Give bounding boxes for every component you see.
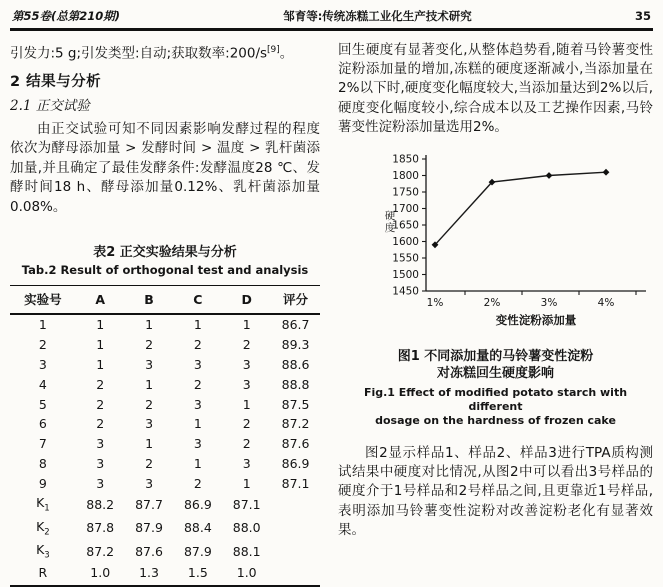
x-tick-label: 4%	[598, 297, 615, 309]
table-cell: 87.2	[271, 414, 320, 434]
table-cell: 87.6	[271, 434, 320, 454]
table-cell: 1	[222, 314, 271, 335]
table-row	[10, 314, 320, 335]
table-cell: 3	[76, 434, 125, 454]
table-caption-zh: 表2 正交实验结果与分析	[10, 241, 320, 260]
table-cell: 1.0	[222, 563, 271, 586]
table-cell: 87.2	[76, 540, 125, 563]
citation-superscript: [9]	[267, 45, 280, 55]
figure1-caption-zh-line1: 图1 不同添加量的马铃薯变性淀粉	[338, 348, 653, 365]
table-row	[10, 493, 320, 516]
table-caption-en: Tab.2 Result of orthogonal test and analysis	[10, 263, 320, 277]
table-header-cell: A	[76, 286, 125, 315]
table-cell: 7	[10, 434, 76, 454]
left-column	[10, 41, 320, 587]
table-cell: 1	[173, 414, 222, 434]
journal-volume: 第55卷(总第210期)	[12, 8, 120, 24]
table-cell: 3	[10, 355, 76, 375]
figure1-caption-en-line2: dosage on the hardness of frozen cake	[338, 414, 653, 428]
table-cell: 2	[173, 335, 222, 355]
line-chart	[352, 150, 652, 336]
table-row	[10, 335, 320, 355]
table-row	[10, 563, 320, 586]
table-cell: 88.2	[76, 493, 125, 516]
orthogonal-table-body	[10, 314, 320, 586]
table-row	[10, 374, 320, 394]
table-cell: 88.6	[271, 355, 320, 375]
x-tick-label: 1%	[427, 297, 444, 309]
table-cell: 3	[76, 454, 125, 474]
series-line	[435, 172, 606, 245]
table-cell: 3	[222, 355, 271, 375]
two-column-body	[10, 41, 653, 587]
table-cell: 1.5	[173, 563, 222, 586]
table-row	[10, 434, 320, 454]
table-header-cell: C	[173, 286, 222, 315]
table-cell: 3	[76, 473, 125, 493]
table-cell: 2	[222, 434, 271, 454]
right-column	[338, 41, 653, 587]
orthogonal-table	[10, 285, 320, 587]
table-cell: 1	[173, 314, 222, 335]
header-rule	[10, 28, 653, 31]
figure1-caption-en	[338, 386, 653, 428]
table-cell: 3	[222, 374, 271, 394]
table-cell: 1	[10, 314, 76, 335]
table-cell: 3	[125, 355, 174, 375]
table-cell: 86.9	[173, 493, 222, 516]
table-cell	[271, 563, 320, 586]
table-cell: 2	[76, 414, 125, 434]
table-cell: 87.8	[76, 516, 125, 539]
table-cell: 3	[125, 473, 174, 493]
table-cell: 2	[76, 394, 125, 414]
orthogonal-paragraph: 由正交试验可知不同因素影响发酵过程的程度依次为酵母添加量 > 发酵时间 > 温度 > 乳杆菌添加量,并且确定了最佳发酵条件:发酵温度28 ℃、发酵时间18 h、酵母添加量0.12%、乳杆菌添加量0.08%。	[10, 120, 320, 217]
page-header	[10, 6, 653, 27]
y-tick-label: 1650	[392, 219, 419, 231]
table-cell: 1	[125, 374, 174, 394]
table-row	[10, 473, 320, 493]
table-cell: 1	[76, 335, 125, 355]
data-point-marker	[603, 168, 610, 175]
table-cell	[271, 493, 320, 516]
table-cell: 87.1	[271, 473, 320, 493]
y-tick-label: 1500	[392, 269, 419, 281]
table-cell: 1	[222, 394, 271, 414]
table-cell: 87.9	[125, 516, 174, 539]
table-header-cell: B	[125, 286, 174, 315]
running-title: 邹育等:传统冻糕工业化生产技术研究	[283, 8, 472, 24]
table-cell: 1	[125, 314, 174, 335]
tpa-paragraph: 图2显示样品1、样品2、样品3进行TPA质构测试结果中硬度对比情况,从图2中可以看出3号样品的硬度介于1号样品和2号样品之间,且更靠近1号样品,表明添加马铃薯变性淀粉对改善淀粉老化有显著效果。	[338, 444, 653, 541]
table-cell: 2	[125, 335, 174, 355]
figure1-caption-en-line1: Fig.1 Effect of modified potato starch with different	[338, 386, 653, 414]
y-axis-label: 硬度	[385, 210, 396, 234]
table-cell: 5	[10, 394, 76, 414]
table-cell: 1	[222, 473, 271, 493]
table-cell: 6	[10, 414, 76, 434]
lead-line	[10, 41, 320, 64]
table-cell: 87.1	[222, 493, 271, 516]
table-cell: 88.0	[222, 516, 271, 539]
table-cell: 89.3	[271, 335, 320, 355]
table-row	[10, 355, 320, 375]
table-cell: 2	[222, 414, 271, 434]
table-cell: 3	[173, 355, 222, 375]
table-row	[10, 414, 320, 434]
y-tick-label: 1550	[392, 252, 419, 264]
table-cell: 4	[10, 374, 76, 394]
table-cell: 3	[222, 454, 271, 474]
table-cell: 2	[125, 454, 174, 474]
table-cell: 1.0	[76, 563, 125, 586]
table-cell: 3	[173, 434, 222, 454]
table-cell: 87.5	[271, 394, 320, 414]
table-cell: 87.7	[125, 493, 174, 516]
table-row	[10, 454, 320, 474]
table-cell: 3	[173, 394, 222, 414]
page-number: 35	[635, 9, 651, 23]
table-cell: 1	[173, 454, 222, 474]
y-tick-label: 1450	[392, 285, 419, 297]
x-tick-label: 3%	[541, 297, 558, 309]
table-cell: 2	[173, 473, 222, 493]
table-cell: $K_2$	[10, 516, 76, 539]
table-cell	[271, 516, 320, 539]
table-cell: 88.1	[222, 540, 271, 563]
table-row	[10, 516, 320, 539]
table-cell: 87.6	[125, 540, 174, 563]
table-cell: 2	[10, 335, 76, 355]
table-cell	[271, 540, 320, 563]
table-cell: $K_1$	[10, 493, 76, 516]
table-cell: 87.9	[173, 540, 222, 563]
table-header-cell: 实验号	[10, 286, 76, 315]
orthogonal-table-head	[10, 286, 320, 315]
figure1-chart	[352, 150, 653, 340]
table-cell: 86.9	[271, 454, 320, 474]
table-cell: 2	[173, 374, 222, 394]
table-cell: 3	[125, 414, 174, 434]
table-cell: 88.4	[173, 516, 222, 539]
table-cell: 2	[125, 394, 174, 414]
table-row	[10, 540, 320, 563]
x-axis-label: 变性淀粉添加量	[496, 313, 577, 327]
table-header-cell: D	[222, 286, 271, 315]
subsection-heading: 2.1 正交试验	[10, 94, 320, 114]
lead-text: 引发力:5 g;引发类型:自动;获取数率:200/s	[10, 45, 267, 61]
table-row	[10, 394, 320, 414]
table-cell: 1	[76, 355, 125, 375]
table-cell: 88.8	[271, 374, 320, 394]
table-cell: 1	[76, 314, 125, 335]
table-cell: 1	[125, 434, 174, 454]
table-cell: 86.7	[271, 314, 320, 335]
table-cell: 9	[10, 473, 76, 493]
table-cell: R	[10, 563, 76, 586]
y-tick-label: 1700	[392, 203, 419, 215]
y-tick-label: 1750	[392, 186, 419, 198]
x-tick-label: 2%	[484, 297, 501, 309]
data-point-marker	[546, 172, 553, 179]
lead-tail: 。	[280, 45, 294, 61]
table-cell: 2	[222, 335, 271, 355]
figure1-caption-zh	[338, 348, 653, 382]
table-header-cell: 评分	[271, 286, 320, 315]
y-tick-label: 1800	[392, 170, 419, 182]
table-cell: 1.3	[125, 563, 174, 586]
table-cell: 8	[10, 454, 76, 474]
y-tick-label: 1600	[392, 236, 419, 248]
y-tick-label: 1850	[392, 153, 419, 165]
hardness-paragraph: 回生硬度有显著变化,从整体趋势看,随着马铃薯变性淀粉添加量的增加,冻糕的硬度逐渐减小,当添加量在2%以下时,硬度变化幅度较大,当添加量达到2%以后,硬度变化幅度较小,综合成本以及工艺操作因素,马铃薯变性淀粉添加量选用2%。	[338, 41, 653, 138]
section-heading: 2 结果与分析	[10, 70, 320, 91]
figure1-caption-zh-line2: 对冻糕回生硬度影响	[338, 365, 653, 382]
table-cell: 2	[76, 374, 125, 394]
table-cell: $K_3$	[10, 540, 76, 563]
